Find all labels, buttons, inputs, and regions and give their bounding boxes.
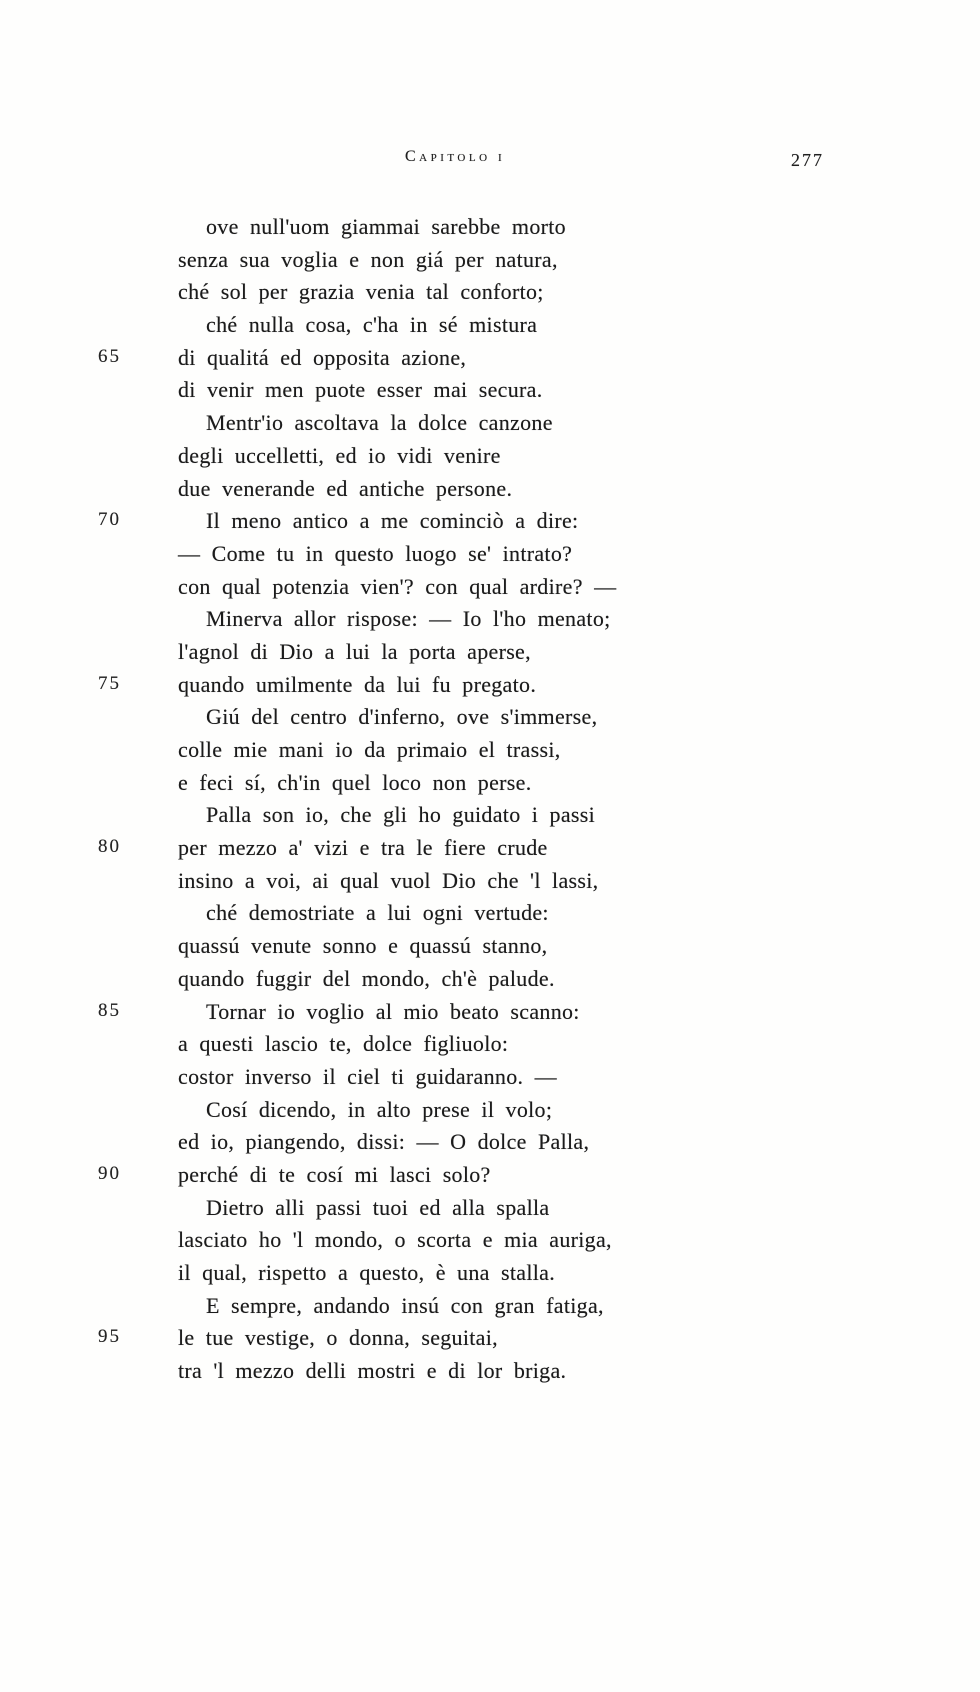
line-number: 70 [98, 509, 121, 531]
verse-row [0, 997, 980, 1030]
verse-row [0, 1258, 980, 1291]
verse-row [0, 572, 980, 605]
verse-row [0, 343, 980, 376]
verse-text: con qual potenzia vien'? con qual ardire? — [178, 573, 617, 599]
verse-row [0, 408, 980, 441]
verse-text: quassú venute sonno e quassú stanno, [178, 933, 548, 959]
verse-text: perché di te cosí mi lasci solo? [178, 1161, 491, 1187]
verse-row [0, 1225, 980, 1258]
line-number: 95 [98, 1326, 121, 1348]
verse-row [0, 441, 980, 474]
verse-text: lasciato ho 'l mondo, o scorta e mia auriga, [178, 1227, 612, 1253]
verse-text: a questi lascio te, dolce figliuolo: [178, 1031, 509, 1057]
verse-row [0, 637, 980, 670]
verse-row [0, 1323, 980, 1356]
verse-text: Minerva allor rispose: — Io l'ho menato; [206, 606, 611, 632]
verse-row [0, 931, 980, 964]
verse-text: Il meno antico a me cominciò a dire: [206, 508, 579, 534]
verse-text: — Come tu in questo luogo se' intrato? [178, 540, 573, 566]
verse-text: Mentr'io ascoltava la dolce canzone [206, 410, 553, 436]
verse-row [0, 670, 980, 703]
verse-text: Cosí dicendo, in alto prese il volo; [206, 1096, 553, 1122]
verse-text: e feci sí, ch'in quel loco non perse. [178, 769, 532, 795]
verse-text: ed io, piangendo, dissi: — O dolce Palla, [178, 1129, 590, 1155]
verse-row [0, 1062, 980, 1095]
poem-text [0, 212, 980, 1389]
verse-text: le tue vestige, o donna, seguitai, [178, 1325, 498, 1351]
verse-text: di venir men puote esser mai secura. [178, 377, 543, 403]
verse-text: per mezzo a' vizi e tra le fiere crude [178, 835, 548, 861]
verse-text: ché nulla cosa, c'ha in sé mistura [206, 312, 538, 338]
line-number: 65 [98, 345, 121, 367]
verse-row [0, 1029, 980, 1062]
verse-row [0, 964, 980, 997]
verse-row [0, 768, 980, 801]
verse-text: senza sua voglia e non giá per natura, [178, 246, 558, 272]
verse-row [0, 277, 980, 310]
verse-text: Dietro alli passi tuoi ed alla spalla [206, 1194, 550, 1220]
verse-row [0, 1160, 980, 1193]
line-number: 80 [98, 836, 121, 858]
verse-text: Tornar io voglio al mio beato scanno: [206, 998, 580, 1024]
verse-text: Palla son io, che gli ho guidato i passi [206, 802, 596, 828]
verse-text: ove null'uom giammai sarebbe morto [206, 214, 566, 239]
verse-text: quando fuggir del mondo, ch'è palude. [178, 965, 555, 991]
verse-row [0, 245, 980, 278]
line-number: 90 [98, 1162, 121, 1184]
verse-row [0, 212, 980, 245]
verse-row [0, 735, 980, 768]
verse-row [0, 539, 980, 572]
verse-row [0, 1095, 980, 1128]
verse-row [0, 866, 980, 899]
page-number: 277 [791, 150, 824, 170]
verse-text: tra 'l mezzo delli mostri e di lor briga. [178, 1358, 567, 1384]
verse-text: insino a voi, ai qual vuol Dio che 'l lassi, [178, 867, 599, 893]
verse-text: colle mie mani io da primaio el trassi, [178, 737, 561, 762]
verse-text: l'agnol di Dio a lui la porta aperse, [178, 638, 531, 664]
verse-text: costor inverso il ciel ti guidaranno. — [178, 1063, 557, 1089]
verse-row [0, 833, 980, 866]
verse-row [0, 1291, 980, 1324]
verse-row [0, 310, 980, 343]
verse-text: ché sol per grazia venia tal conforto; [178, 279, 544, 305]
verse-row [0, 1127, 980, 1160]
verse-row [0, 1193, 980, 1226]
verse-text: Giú del centro d'inferno, ove s'immerse, [206, 704, 598, 730]
verse-row [0, 474, 980, 507]
verse-text: di qualitá ed opposita azione, [178, 344, 467, 370]
verse-text: quando umilmente da lui fu pregato. [178, 671, 537, 697]
chapter-heading: Capitolo i [405, 148, 506, 165]
verse-row [0, 375, 980, 408]
verse-text: E sempre, andando insú con gran fatiga, [206, 1292, 604, 1318]
verse-row [0, 1356, 980, 1389]
line-number: 75 [98, 672, 121, 694]
verse-row [0, 800, 980, 833]
verse-row [0, 898, 980, 931]
verse-text: due venerande ed antiche persone. [178, 475, 513, 501]
verse-row [0, 506, 980, 539]
line-number: 85 [98, 999, 121, 1021]
verse-text: ché demostriate a lui ogni vertude: [206, 900, 549, 926]
verse-text: degli uccelletti, ed io vidi venire [178, 442, 501, 468]
verse-row [0, 702, 980, 735]
verse-row [0, 604, 980, 637]
verse-text: il qual, rispetto a questo, è una stalla. [178, 1260, 556, 1285]
